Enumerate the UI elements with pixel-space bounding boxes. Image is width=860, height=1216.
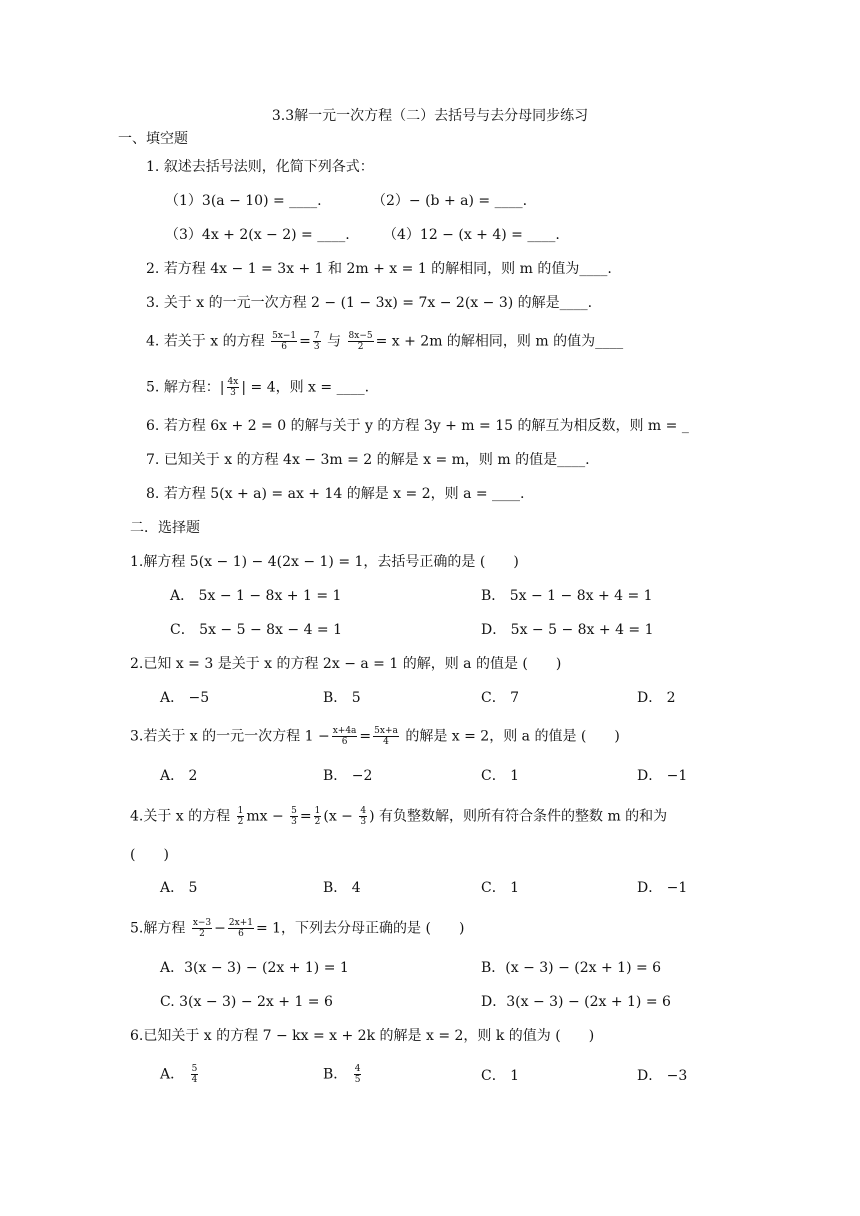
fill-q1-part4: （4）12 − (x + 4) = ____.: [383, 227, 560, 243]
q3-option-d: D． −1: [637, 768, 688, 784]
q5-option-b: B．(x − 3) − (2x + 1) = 6: [481, 960, 662, 976]
q3-option-c: C． 1: [481, 768, 520, 784]
fraction: $\frac{5x-1}{6}$: [272, 331, 297, 352]
q4-option-c: C． 1: [481, 880, 520, 896]
fraction: $\frac{4}{3}$: [360, 806, 367, 827]
fill-q3: 3. 关于 x 的一元一次方程 2 − (1 − 3x) = 7x − 2(x − 3) 的解是____.: [146, 295, 593, 311]
fill-q5: 5. 解方程：| $\frac{4x}{3}$ | = 4，则 x = ____.: [146, 377, 370, 398]
fill-q7: 7. 已知关于 x 的方程 4x − 3m = 2 的解是 x = m，则 m 的值是____.: [146, 452, 590, 468]
fraction: $\frac{1}{2}$: [314, 806, 321, 827]
choice-q4: 4.关于 x 的方程 $\frac{1}{2}$ mx − $\frac{5}{3}$ = $\frac{1}{2}$ (x − $\frac{4}{3}$ ) 有负整数解，则所有符合条件的整数 m 的和为: [130, 806, 668, 827]
choice-q4-paren: ( ): [130, 847, 169, 863]
q2-option-a: A． −5: [160, 690, 210, 706]
section-fill-heading: 一、填空题: [118, 131, 188, 147]
fraction: $\frac{x-3}{2}$: [192, 918, 212, 939]
fraction: $\frac{1}{2}$: [237, 806, 244, 827]
fraction: $\frac{7}{3}$: [313, 331, 320, 352]
choice-q3: 3.若关于 x 的一元一次方程 1 − $\frac{x+4a}{6}$ = $\frac{5x+a}{4}$ 的解是 x = 2，则 a 的值是 ( ): [130, 726, 620, 747]
q5-option-a: A．3(x − 3) − (2x + 1) = 1: [160, 960, 349, 976]
q4-option-d: D． −1: [637, 880, 688, 896]
fill-q1-part1: （1）3(a − 10) = ____.: [165, 193, 322, 209]
choice-q5: 5.解方程 $\frac{x-3}{2}$ − $\frac{2x+1}{6}$ = 1，下列去分母正确的是 ( ): [130, 918, 465, 939]
fill-q1-part2: （2）− (b + a) = ____.: [372, 193, 528, 209]
choice-q1: 1.解方程 5(x − 1) − 4(2x − 1) = 1，去括号正确的是 ( ): [130, 554, 519, 570]
q6-option-d: D． −3: [637, 1068, 688, 1084]
section-choice-heading: 二．选择题: [130, 520, 200, 536]
q1-option-a: A． 5x − 1 − 8x + 1 = 1: [170, 588, 342, 604]
fraction: $\frac{4}{5}$: [354, 1064, 361, 1085]
page-title: 3.3解一元一次方程（二）去括号与去分母同步练习: [271, 108, 589, 124]
q6-option-c: C． 1: [481, 1068, 520, 1084]
q4-option-a: A． 5: [160, 880, 198, 896]
fill-q8: 8. 若方程 5(x + a) = ax + 14 的解是 x = 2，则 a = ____.: [146, 486, 525, 502]
q6-option-a: A． $\frac{5}{4}$: [160, 1064, 198, 1085]
q4-option-b: B． 4: [323, 880, 361, 896]
choice-q6: 6.已知关于 x 的方程 7 − kx = x + 2k 的解是 x = 2，则 k 的值为 ( ): [130, 1028, 595, 1044]
fill-q1: 1. 叙述去括号法则，化简下列各式：: [146, 159, 374, 175]
q1-option-b: B． 5x − 1 − 8x + 4 = 1: [481, 588, 653, 604]
fraction: $\frac{5}{3}$: [291, 806, 297, 827]
fill-q6: 6. 若方程 6x + 2 = 0 的解与关于 y 的方程 3y + m = 15 的解互为相反数，则 m = _: [146, 418, 689, 434]
q3-option-b: B． −2: [323, 768, 373, 784]
q1-option-d: D． 5x − 5 − 8x + 4 = 1: [481, 622, 654, 638]
q5-option-c: C. 3(x − 3) − 2x + 1 = 6: [160, 994, 333, 1010]
fill-q4: 4. 若关于 x 的方程 $\frac{5x-1}{6}$ = $\frac{7}{3}$ 与 $\frac{8x-5}{2}$ = x + 2m 的解相同，则 m 的值为____: [146, 331, 624, 352]
fill-q1-part3: （3）4x + 2(x − 2) = ____.: [165, 227, 350, 243]
q2-option-c: C． 7: [481, 690, 520, 706]
fraction: $\frac{5}{4}$: [191, 1064, 198, 1085]
fraction: $\frac{4x}{3}$: [227, 377, 239, 398]
q3-option-a: A． 2: [160, 768, 198, 784]
q2-option-b: B． 5: [323, 690, 361, 706]
fraction: $\frac{5x+a}{4}$: [374, 726, 398, 747]
fraction: $\frac{2x+1}{6}$: [228, 918, 253, 939]
q2-option-d: D． 2: [637, 690, 676, 706]
q6-option-b: B． $\frac{4}{5}$: [323, 1064, 361, 1085]
fill-q2: 2. 若方程 4x − 1 = 3x + 1 和 2m + x = 1 的解相同，则 m 的值为____.: [146, 261, 612, 277]
q1-option-c: C． 5x − 5 − 8x − 4 = 1: [170, 622, 343, 638]
fraction: $\frac{x+4a}{6}$: [332, 726, 357, 747]
fraction: $\frac{8x-5}{2}$: [348, 331, 373, 352]
q5-option-d: D．3(x − 3) − (2x + 1) = 6: [481, 994, 671, 1010]
choice-q2: 2.已知 x = 3 是关于 x 的方程 2x − a = 1 的解，则 a 的值是 ( ): [130, 656, 562, 672]
